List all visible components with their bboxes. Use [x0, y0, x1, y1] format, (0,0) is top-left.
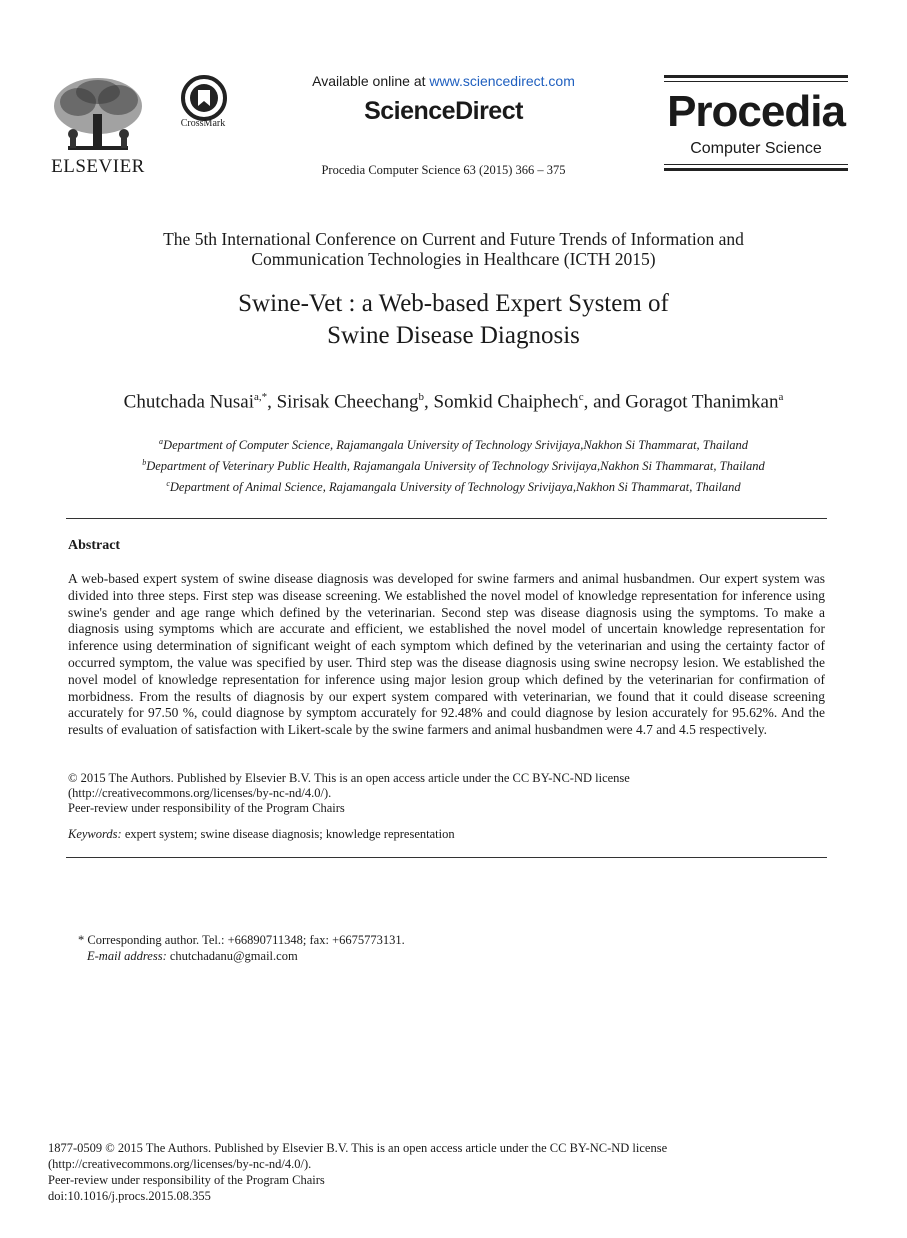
affiliation [60, 475, 847, 496]
footer-line: 1877-0509 © 2015 The Authors. Published by Elsevier B.V. This is an open access article under the CC BY-NC-ND license [48, 1141, 668, 1155]
logo-rule [664, 81, 848, 82]
author-name: Somkid Chaiphech [433, 391, 579, 413]
author-name: Sirisak Cheechang [276, 391, 419, 413]
footer-line: Peer-review under responsibility of the Program Chairs [48, 1173, 325, 1187]
author-affil-mark: a,* [253, 391, 268, 403]
author-name: Chutchada Nusai [123, 391, 254, 413]
affiliation [60, 433, 847, 454]
procedia-logo [664, 75, 848, 175]
section-divider [66, 857, 827, 858]
section-divider [66, 518, 827, 519]
author-affil-mark: a [778, 391, 784, 403]
sciencedirect-link[interactable]: www.sciencedirect.com [429, 73, 575, 89]
logo-rule [664, 164, 848, 165]
license-line: Peer-review under responsibility of the Program Chairs [68, 801, 345, 815]
journal-reference: Procedia Computer Science 63 (2015) 366 – 375 [321, 163, 566, 177]
affiliation [60, 454, 847, 475]
affiliation-mark: a [159, 437, 164, 446]
keywords-label: Keywords: [68, 827, 122, 841]
conference-name [80, 229, 827, 269]
doi[interactable]: doi:10.1016/j.procs.2015.08.355 [48, 1189, 211, 1203]
author-name: Goragot Thanimkan [625, 391, 779, 413]
license-line: © 2015 The Authors. Published by Elsevier B.V. This is an open access article under the CC BY-NC-ND license [68, 771, 630, 785]
affiliation-text: Department of Veterinary Public Health, Rajamangala University of Technology Srivijaya,Nakhon Si Thammarat, Thailand [146, 459, 765, 474]
available-prefix: Available online at [312, 73, 430, 89]
title-line: Swine-Vet : a Web-based Expert System of [238, 290, 669, 317]
conference-line: The 5th International Conference on Current and Future Trends of Information and [163, 229, 744, 249]
logo-rule [664, 168, 848, 171]
author-affil-mark: b [418, 391, 425, 403]
procedia-title: Procedia [667, 87, 845, 136]
available-online [200, 73, 687, 89]
author-separator: , [424, 391, 434, 413]
abstract-heading: Abstract [68, 538, 121, 553]
logo-rule [664, 75, 848, 78]
crossmark-label: CrossMark [180, 118, 226, 129]
platform-name: ScienceDirect [364, 97, 523, 125]
corresponding-email-line [78, 948, 818, 964]
author-affil-mark: c [578, 391, 584, 403]
paper-title [80, 288, 827, 352]
author-list [40, 391, 867, 413]
affiliation-list [60, 433, 847, 496]
affiliation-text: Department of Animal Science, Rajamangala University of Technology Srivijaya,Nakhon Si Thammarat, Thailand [169, 480, 741, 495]
keywords-text: expert system; swine disease diagnosis; knowledge representation [121, 827, 455, 841]
keywords [68, 827, 825, 842]
title-line: Swine Disease Diagnosis [327, 322, 580, 349]
email-label: E-mail address: [87, 949, 167, 963]
author-separator: , [267, 391, 277, 413]
license-notice [68, 771, 825, 816]
abstract-text: A web-based expert system of swine disease diagnosis was developed for swine farmers and animal husbandmen. Our expert system was divided into three steps. First step was disease screening. We established the novel model of knowledge representation for inference using swine's gender and age range which defined by the veterinarian. Second step was disease diagnosis using the symptoms. To make a diagnosis using symptoms which are accurate and efficient, we established the novel model of uncertain knowledge representation for inference using determination of significant weight of each symptom which defined by the veterinarian and using the certainty factor of occurred symptom, the value was specified by user. Third step was the disease diagnosis using swine necropsy lesion. We established the novel model of knowledge representation for inference using major lesion group which defined by the veterinarian for confirmation of morbidness. From the results of diagnosis by our expert system compared with veterinarian, we found that it could disease screening accurately for 97.50 %, could diagnose by symptom accurately for 92.48% and could diagnose by lesion accurately for 95.62%. And the results of evaluation of satisfaction with Likert-scale by the swine farmers and animal husbandmen were 4.7 and 4.5 respectively. [68, 571, 825, 738]
corresponding-author [78, 932, 818, 964]
affiliation-text: Department of Computer Science, Rajamangala University of Technology Srivijaya,Nakhon Si Thammarat, Thailand [163, 438, 748, 453]
license-link[interactable]: (http://creativecommons.org/licenses/by-nc-nd/4.0/). [68, 786, 332, 800]
affiliation-mark: b [142, 458, 147, 468]
publisher-name: ELSEVIER [51, 156, 145, 177]
email-address[interactable]: chutchadanu@gmail.com [166, 949, 298, 963]
page-footer [48, 1140, 848, 1204]
affiliation-mark: c [166, 479, 170, 489]
footer-link[interactable]: (http://creativecommons.org/licenses/by-nc-nd/4.0/). [48, 1157, 312, 1171]
author-separator: , and [583, 391, 626, 413]
corresponding-contact: * Corresponding author. Tel.: +66890711348; fax: +6675773131. [78, 933, 405, 947]
procedia-subtitle: Computer Science [690, 140, 822, 157]
conference-line: Communication Technologies in Healthcare (ICTH 2015) [251, 249, 656, 269]
